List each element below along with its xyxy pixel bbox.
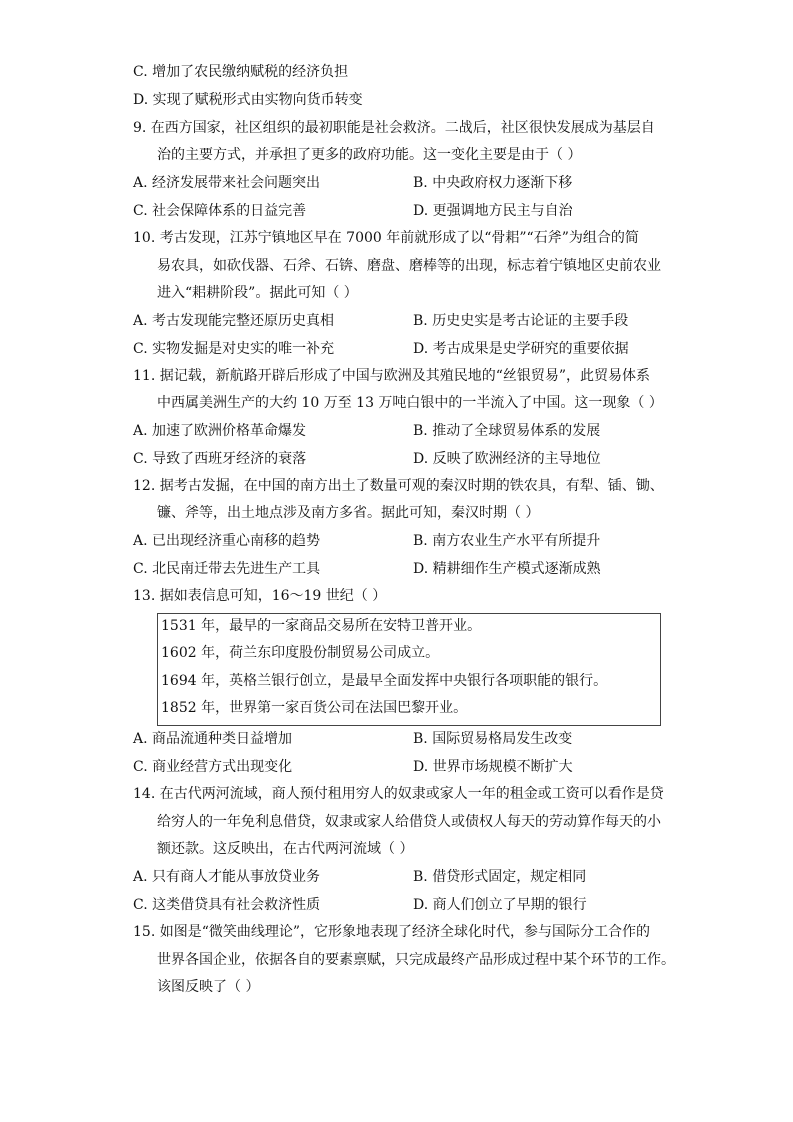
q9-stem-line-1: 9. 在西方国家，社区组织的最初职能是社会救济。二战后，社区很快发展成为基层自 [133, 120, 655, 136]
q12-option-c: C. 北民南迁带去先进生产工具 [133, 561, 321, 577]
q8-option-d: D. 实现了赋税形式由实物向货币转变 [133, 92, 363, 108]
q11-option-a: A. 加速了欧洲价格革命爆发 [133, 423, 307, 439]
q13-option-c: C. 商业经营方式出现变化 [133, 759, 293, 775]
q11-option-b: B. 推动了全球贸易体系的发展 [413, 423, 601, 439]
q10-stem-line-2: 易农具，如砍伐器、石斧、石锛、磨盘、磨棒等的出现，标志着宁镇地区史前农业 [157, 258, 661, 274]
q15-stem-line-1: 15. 如图是“微笑曲线理论”，它形象地表现了经济全球化时代，参与国际分工合作的 [133, 924, 651, 940]
q8-option-c: C. 增加了农民缴纳赋税的经济负担 [133, 64, 349, 80]
q13-table-row: 1852 年，世界第一家百货公司在法国巴黎开业。 [161, 700, 468, 716]
q10-stem-line-3: 进入“耜耕阶段”。据此可知（ ） [157, 285, 358, 301]
q10-option-c: C. 实物发掘是对史实的唯一补充 [133, 341, 335, 357]
q15-stem-line-2: 世界各国企业，依据各自的要素禀赋，只完成最终产品形成过程中某个环节的工作。 [157, 952, 675, 968]
q9-option-c: C. 社会保障体系的日益完善 [133, 203, 307, 219]
q10-option-b: B. 历史史实是考古论证的主要手段 [413, 313, 629, 329]
q11-stem-line-1: 11. 据记载，新航路开辟后形成了中国与欧洲及其殖民地的“丝银贸易”，此贸易体系 [133, 368, 651, 384]
q13-info-table [157, 613, 661, 726]
q14-option-b: B. 借贷形式固定，规定相同 [413, 869, 587, 885]
q14-option-c: C. 这类借贷具有社会救济性质 [133, 897, 321, 913]
q12-stem-line-1: 12. 据考古发掘，在中国的南方出土了数量可观的秦汉时期的铁农具，有犁、锸、锄、 [133, 478, 664, 494]
q14-option-d: D. 商人们创立了早期的银行 [413, 897, 587, 913]
q13-option-a: A. 商品流通种类日益增加 [133, 731, 293, 747]
q13-option-b: B. 国际贸易格局发生改变 [413, 731, 573, 747]
q13-table-row: 1531 年，最早的一家商品交易所在安特卫普开业。 [161, 618, 482, 634]
q13-table-row: 1602 年，荷兰东印度股份制贸易公司成立。 [161, 645, 440, 661]
q12-option-a: A. 已出现经济重心南移的趋势 [133, 533, 321, 549]
q11-option-d: D. 反映了欧洲经济的主导地位 [413, 451, 601, 467]
q12-stem-line-2: 镰、斧等，出土地点涉及南方多省。据此可知，秦汉时期（ ） [157, 505, 540, 521]
q12-option-d: D. 精耕细作生产模式逐渐成熟 [413, 561, 601, 577]
q12-option-b: B. 南方农业生产水平有所提升 [413, 533, 601, 549]
q13-stem-line-1: 13. 据如表信息可知，16～19 世纪（ ） [133, 588, 387, 604]
q13-table-row: 1694 年，英格兰银行创立，是最早全面发挥中央银行各项职能的银行。 [161, 673, 608, 689]
q13-option-d: D. 世界市场规模不断扩大 [413, 759, 573, 775]
q9-option-d: D. 更强调地方民主与自治 [413, 203, 573, 219]
q14-stem-line-1: 14. 在古代两河流域，商人预付租用穷人的奴隶或家人一年的租金或工资可以看作是贷 [133, 786, 664, 802]
q9-option-a: A. 经济发展带来社会问题突出 [133, 175, 321, 191]
q10-stem-line-1: 10. 考古发现，江苏宁镇地区早在 7000 年前就形成了以“骨耜”“石斧”为组合的简 [133, 230, 639, 246]
q10-option-a: A. 考古发现能完整还原历史真相 [133, 313, 335, 329]
q9-stem-line-2: 治的主要方式，并承担了更多的政府功能。这一变化主要是由于（ ） [157, 147, 582, 163]
q14-stem-line-3: 额还款。这反映出，在古代两河流域（ ） [157, 841, 414, 857]
q11-option-c: C. 导致了西班牙经济的衰落 [133, 451, 307, 467]
q11-stem-line-2: 中西属美洲生产的大约 10 万至 13 万吨白银中的一半流入了中国。这一现象（ ） [157, 395, 663, 411]
q14-stem-line-2: 给穷人的一年免利息借贷，奴隶或家人给借贷人或债权人每天的劳动算作每天的小 [157, 814, 661, 830]
q10-option-d: D. 考古成果是史学研究的重要依据 [413, 341, 629, 357]
q14-option-a: A. 只有商人才能从事放贷业务 [133, 869, 321, 885]
q15-stem-line-3: 该图反映了（ ） [157, 979, 260, 995]
q9-option-b: B. 中央政府权力逐渐下移 [413, 175, 573, 191]
